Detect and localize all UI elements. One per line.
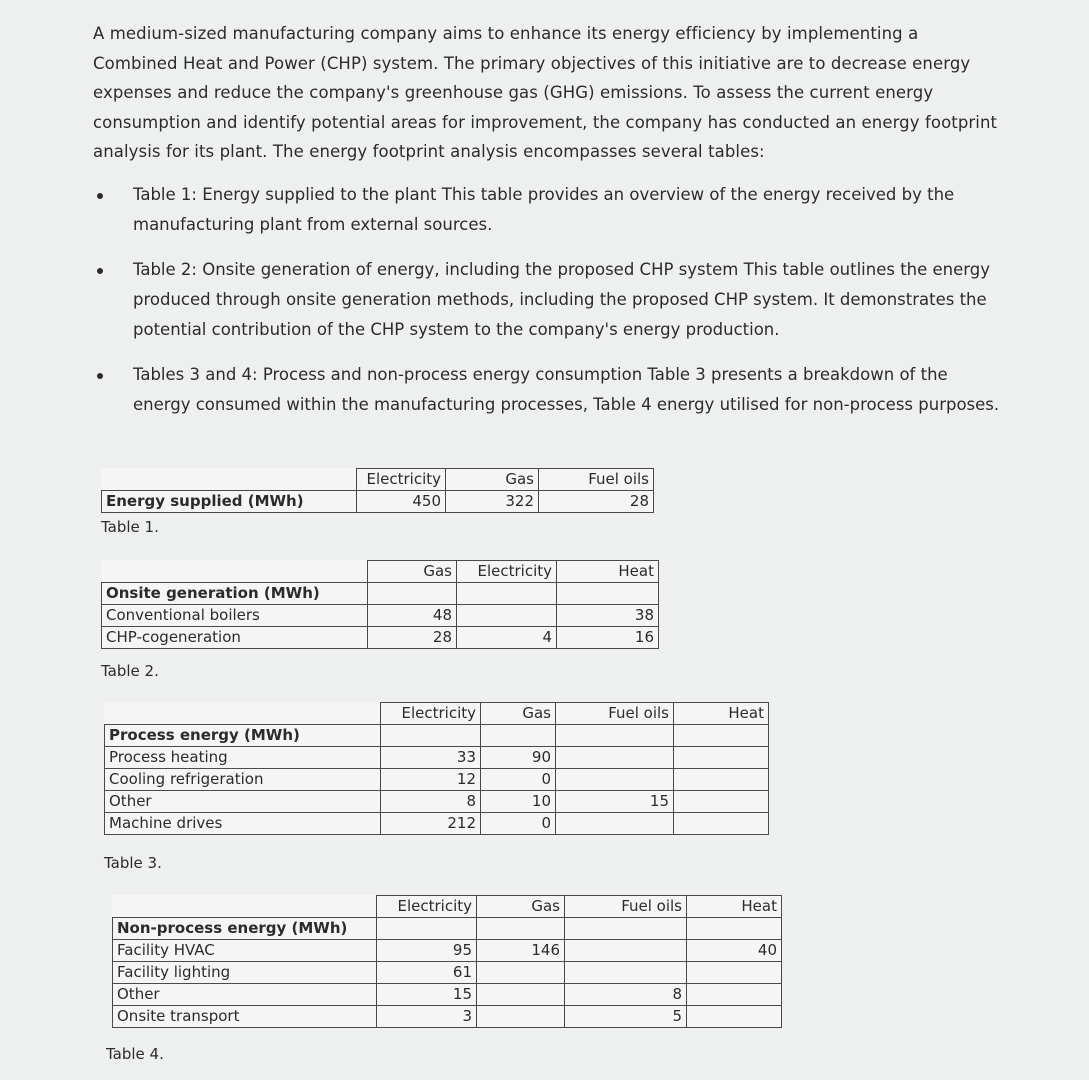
table-cell: 12 [381, 769, 481, 791]
table-row [105, 813, 769, 835]
table-cell: 8 [565, 984, 687, 1006]
table-cell: 0 [481, 769, 556, 791]
column-header: Electricity [357, 469, 446, 491]
bullet-list [93, 180, 1001, 435]
table-cell: 28 [539, 491, 654, 513]
column-header: Gas [368, 561, 457, 583]
table-cell: 38 [557, 605, 659, 627]
table-cell [565, 962, 687, 984]
table-2 [101, 560, 659, 649]
table-cell [477, 984, 565, 1006]
column-header: Fuel oils [565, 896, 687, 918]
table-row [113, 1006, 782, 1028]
table-cell: 33 [381, 747, 481, 769]
table-cell [687, 1006, 782, 1028]
row-label: Machine drives [105, 813, 381, 835]
row-label: Other [105, 791, 381, 813]
column-header: Gas [446, 469, 539, 491]
table-row [113, 940, 782, 962]
row-label: Facility lighting [113, 962, 377, 984]
column-header: Gas [477, 896, 565, 918]
column-header: Heat [557, 561, 659, 583]
bullet-item: Table 2: Onsite generation of energy, including the proposed CHP system This table outlines the energy produced through onsite generation methods, including the proposed CHP system. It demonstrates the potential contribution of the CHP system to the company's energy production. [93, 255, 1001, 345]
column-header: Gas [481, 703, 556, 725]
table-title: Energy supplied (MWh) [102, 491, 357, 513]
table-cell: 322 [446, 491, 539, 513]
column-header: Fuel oils [556, 703, 674, 725]
table-cell: 5 [565, 1006, 687, 1028]
table-cell [674, 747, 769, 769]
table-cell [556, 769, 674, 791]
table-4 [112, 895, 782, 1028]
table-row [105, 791, 769, 813]
table-caption: Table 1. [101, 518, 159, 536]
table-cell: 40 [687, 940, 782, 962]
table-cell: 48 [368, 605, 457, 627]
table-cell: 90 [481, 747, 556, 769]
table-cell: 10 [481, 791, 556, 813]
table-title: Non-process energy (MWh) [113, 918, 377, 940]
table-cell: 4 [457, 627, 557, 649]
table-row [105, 769, 769, 791]
table-cell [477, 1006, 565, 1028]
table-3 [104, 702, 769, 835]
row-label: Other [113, 984, 377, 1006]
row-label: Conventional boilers [102, 605, 368, 627]
table-cell: 212 [381, 813, 481, 835]
table-cell [687, 984, 782, 1006]
row-label: Process heating [105, 747, 381, 769]
table-caption: Table 3. [104, 854, 162, 872]
row-label: CHP-cogeneration [102, 627, 368, 649]
table-cell: 3 [377, 1006, 477, 1028]
row-label: Facility HVAC [113, 940, 377, 962]
bullet-item: Tables 3 and 4: Process and non-process energy consumption Table 3 presents a breakdown of the energy consumed within the manufacturing processes, Table 4 energy utilised for non-process purposes. [93, 360, 1001, 420]
table-row [102, 627, 659, 649]
table-cell: 146 [477, 940, 565, 962]
table-cell [674, 813, 769, 835]
table-cell: 28 [368, 627, 457, 649]
table-row [113, 962, 782, 984]
table-cell [477, 962, 565, 984]
table-caption: Table 2. [101, 662, 159, 680]
table-cell [687, 962, 782, 984]
column-header: Fuel oils [539, 469, 654, 491]
table-cell [674, 791, 769, 813]
table-cell: 16 [557, 627, 659, 649]
table-cell [457, 605, 557, 627]
column-header: Electricity [381, 703, 481, 725]
bullet-item: Table 1: Energy supplied to the plant This table provides an overview of the energy received by the manufacturing plant from external sources. [93, 180, 1001, 240]
row-label: Onsite transport [113, 1006, 377, 1028]
column-header: Electricity [377, 896, 477, 918]
row-label: Cooling refrigeration [105, 769, 381, 791]
table-cell: 450 [357, 491, 446, 513]
table-cell: 15 [377, 984, 477, 1006]
table-caption: Table 4. [106, 1045, 164, 1063]
column-header: Heat [674, 703, 769, 725]
table-cell: 15 [556, 791, 674, 813]
table-cell: 8 [381, 791, 481, 813]
table-1 [101, 468, 654, 513]
intro-paragraph: A medium-sized manufacturing company aims to enhance its energy efficiency by implementing a Combined Heat and Power (CHP) system. The primary objectives of this initiative are to decrease energy expenses and reduce the company's greenhouse gas (GHG) emissions. To assess the current energy consumption and identify potential areas for improvement, the company has conducted an energy footprint analysis for its plant. The energy footprint analysis encompasses several tables: [93, 24, 998, 161]
table-row [105, 747, 769, 769]
table-cell [556, 747, 674, 769]
column-header: Heat [687, 896, 782, 918]
table-title: Process energy (MWh) [105, 725, 381, 747]
table-cell: 95 [377, 940, 477, 962]
table-cell [674, 769, 769, 791]
table-title: Onsite generation (MWh) [102, 583, 368, 605]
table-row [113, 984, 782, 1006]
table-cell [556, 813, 674, 835]
table-cell: 0 [481, 813, 556, 835]
table-row [102, 605, 659, 627]
column-header: Electricity [457, 561, 557, 583]
table-cell: 61 [377, 962, 477, 984]
table-cell [565, 940, 687, 962]
